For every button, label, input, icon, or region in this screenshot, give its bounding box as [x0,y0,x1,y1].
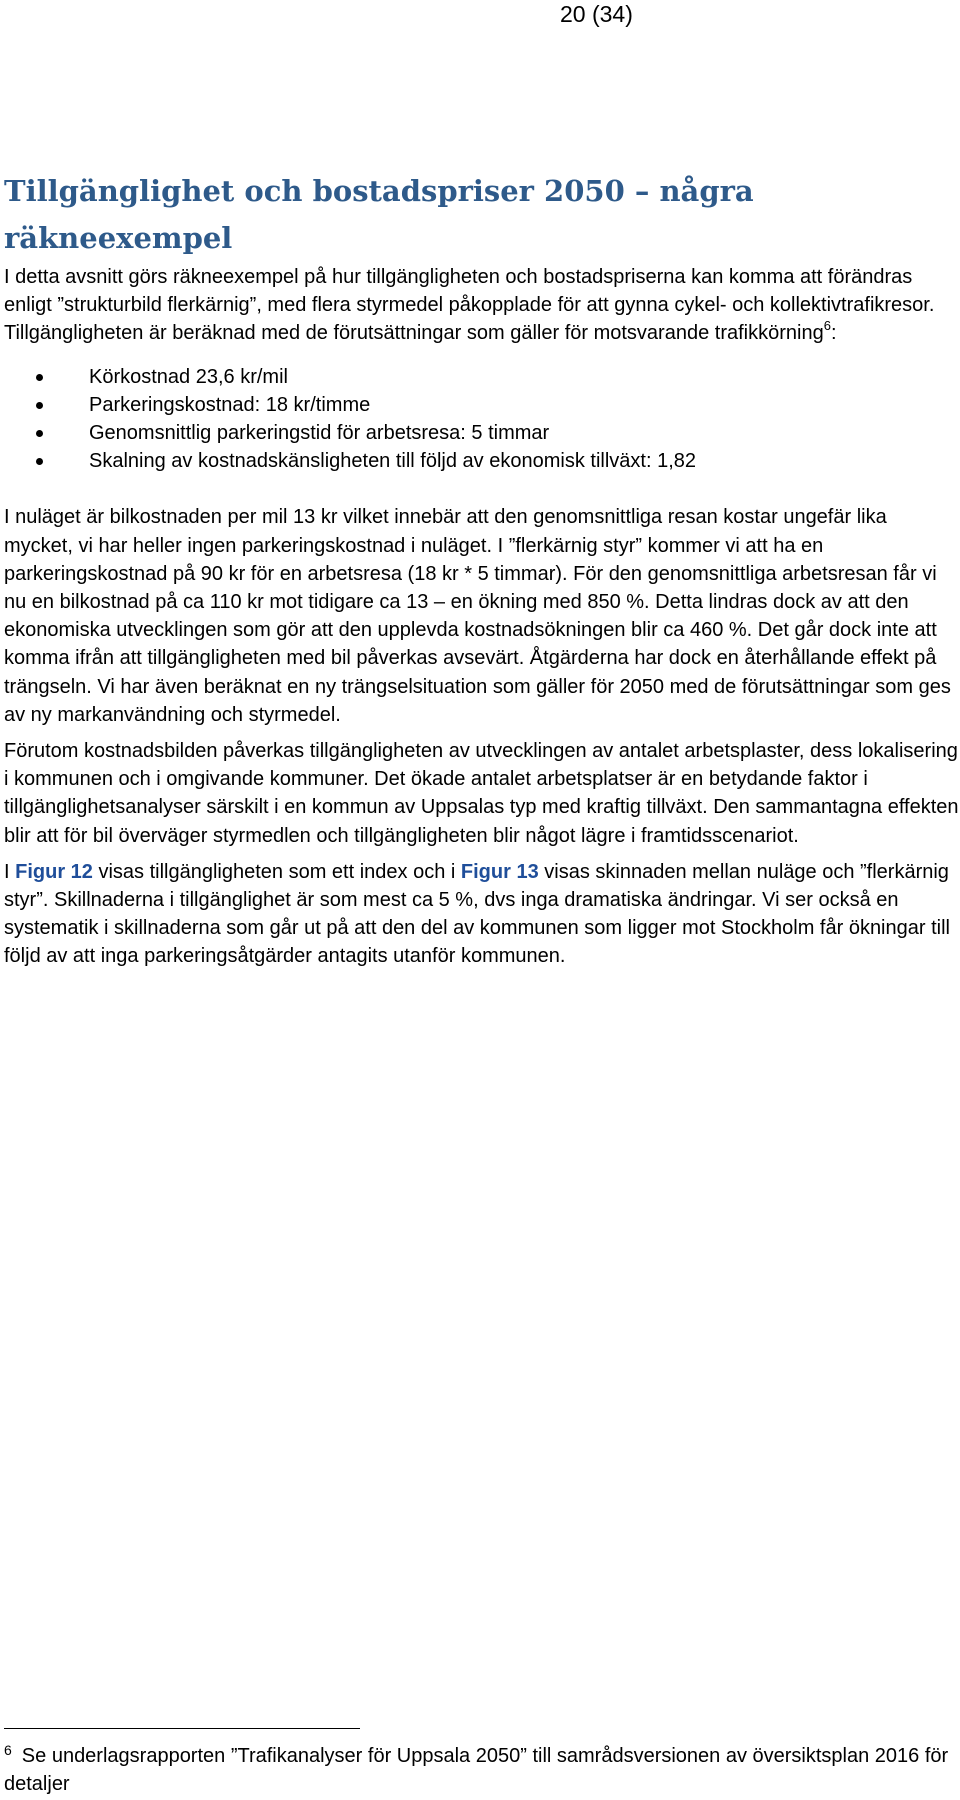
figures-text-2: visas tillgängligheten som ett index och i [92,860,461,883]
list-item [4,363,959,391]
document-body [4,263,959,971]
figures-text-3: visas skinnaden mellan nuläge och ”flerkärnig styr”. Skillnaderna i tillgänglighet är som mest ca 5 %, dvs inga dramatiska ändringar. Vi ser också en systematik i skillnaderna som går ut på att den del av kommunen som ligger mot Stockholm får ökningar till följd av att inga parkeringsåtgärder antagits utanför kommunen. [4,860,950,968]
footnote-text: Se underlagsrapporten ”Trafikanalyser för Uppsala 2050” till samrådsversionen av översiktsplan 2016 för detaljer [4,1745,949,1795]
bullet-icon [36,402,43,409]
intro-text-end: : [830,322,837,345]
figure-13-link[interactable]: Figur 13 [460,860,539,883]
figure-12-link[interactable]: Figur 12 [15,860,93,883]
footnote-mark: 6 [4,1742,12,1758]
list-item [4,419,959,447]
list-item-text: Skalning av kostnadskänsligheten till följd av ekonomisk tillväxt: 1,82 [89,450,696,473]
figures-paragraph [4,858,959,971]
list-item-text: Körkostnad 23,6 kr/mil [89,365,288,388]
figures-text-1: I [4,860,16,883]
list-item-text: Parkeringskostnad: 18 kr/timme [89,393,371,416]
bullet-icon [36,374,43,381]
intro-text: I detta avsnitt görs räkneexempel på hur tillgängligheten och bostadspriserna kan komma att förändras enligt ”strukturbild flerkärnig”, med flera styrmedel påkopplade för att gynna cykel- och kollektivtrafikresor. Tillgängligheten är beräknad med de förutsättningar som gäller för motsvarande trafikkörning [4,266,935,345]
bullet-icon [36,430,43,437]
bullet-icon [36,458,43,465]
footnote-divider [4,1728,360,1729]
list-item-text: Genomsnittlig parkeringstid för arbetsresa: 5 timmar [89,421,550,444]
footnote [4,1742,954,1798]
footnote-reference[interactable]: 6 [823,318,831,334]
assumption-list [4,363,959,476]
workplaces-paragraph: Förutom kostnadsbilden påverkas tillgängligheten av utvecklingen av antalet arbetsplaster, dess lokalisering i kommunen och i omgivande kommuner. Det ökade antalet arbetsplatser är en betydande faktor i tillgänglighetsanalyser särskilt i en kommun av Uppsalas typ med kraftig tillväxt. Den sammantagna effekten blir att för bil överväger styrmedlen och tillgängligheten blir något lägre i framtidsscenariot. [4,739,959,847]
cost-paragraph: I nuläget är bilkostnaden per mil 13 kr vilket innebär att den genomsnittliga resan kostar ungefär lika mycket, vi har heller ingen parkeringskostnad i nuläget. I ”flerkärnig styr” kommer vi att ha en parkeringskostnad på 90 kr för en arbetsresa (18 kr * 5 timmar). För den genomsnittliga arbetsresan får vi nu en bilkostnad på ca 110 kr mot tidigare ca 13 – en ökning med 850 %. Detta lindras dock av att den ekonomiska utvecklingen som gör att den upplevda kostnadsökningen blir ca 460 %. Det går dock inte att komma ifrån att tillgängligheten med bil påverkas avsevärt. Åtgärderna har dock en återhållande effekt på trängseln. Vi har även beräknat en ny trängselsituation som gäller för 2050 med de förutsättningar som ges av ny markanvändning och styrmedel. [4,506,951,726]
section-heading: Tillgänglighet och bostadspriser 2050 – några räkneexempel [4,174,754,255]
intro-paragraph [4,263,959,348]
page-number: 20 (34) [560,1,633,27]
list-item [4,391,959,419]
list-item [4,447,959,475]
